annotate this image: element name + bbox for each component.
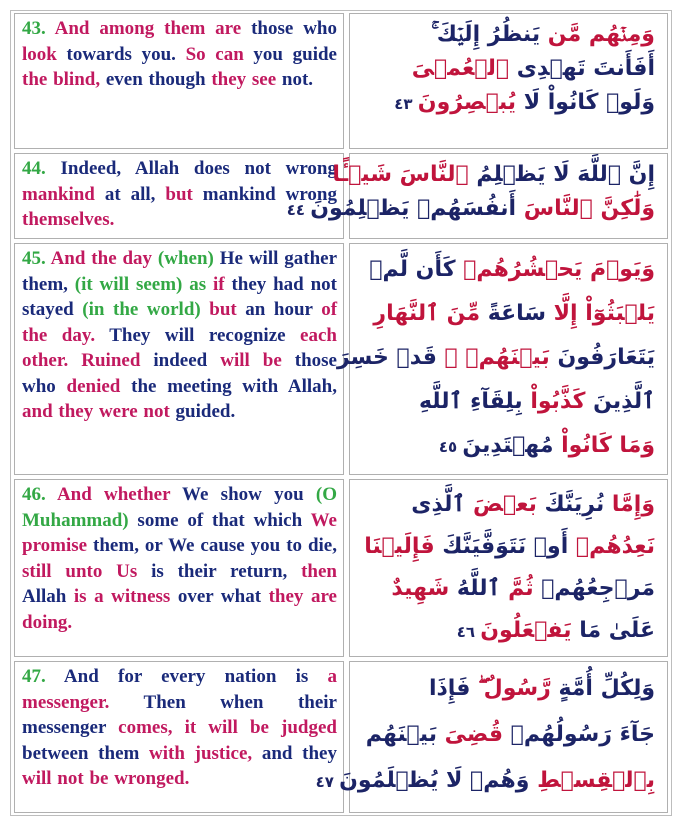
translation-segment: they are doing. xyxy=(22,586,337,633)
arabic-segment: يَفۡعَلُونَ xyxy=(480,618,580,643)
arabic-segment: فَإِلَيۡنَا xyxy=(364,534,443,559)
arabic-segment: وَلَوۡ كَانُواْ لَا xyxy=(523,90,655,115)
translation-segment: mankind wrong xyxy=(192,183,337,205)
translation-segment: will be xyxy=(220,350,282,371)
arabic-segment: ٱللَّهُ xyxy=(456,576,509,601)
translation-table xyxy=(10,10,672,816)
arabic-segment: وَلِكُلِّ أُمَّةٍ xyxy=(558,676,655,701)
translation-segment: still unto Us xyxy=(22,560,138,582)
translation-segment: look xyxy=(22,43,57,65)
arabic-segment: نُرِيَنَّكَ xyxy=(544,492,612,517)
arabic-line xyxy=(362,666,655,712)
arabic-segment: يَلۡبَثُوٓاْ إِلَّا xyxy=(553,301,655,326)
arabic-segment: وَإِمَّا xyxy=(611,492,655,517)
translation-segment: an hour xyxy=(236,299,322,320)
arabic-segment: بِلِقَآءِ ٱللَّهِ xyxy=(418,389,531,414)
arabic-segment: ٱلَّذِى xyxy=(411,492,473,517)
ayah-number-marker: ٤٣ xyxy=(394,95,418,113)
arabic-segment: وَلَٰكِنَّ ٱلنَّاسَ xyxy=(523,196,655,221)
translation-segment: then xyxy=(301,560,337,582)
translation-segment: (when) xyxy=(152,248,214,269)
translation-segment: He will gather them, xyxy=(22,248,338,295)
translation-segment: they had not stayed xyxy=(22,273,337,320)
english-translation xyxy=(14,13,344,149)
arabic-segment: أَوۡ نَتَوَفَّيَنَّكَ xyxy=(442,534,576,559)
arabic-line xyxy=(362,610,655,653)
arabic-segment: فَإِذَا xyxy=(428,676,479,701)
arabic-segment: ٱلَّذِينَ xyxy=(593,389,655,414)
verse-row-43 xyxy=(11,11,671,151)
translation-segment: and they xyxy=(252,742,337,764)
verse-row-46 xyxy=(11,477,671,659)
translation-segment: guided. xyxy=(169,401,236,422)
translation-segment: And whether xyxy=(56,484,171,505)
arabic-text xyxy=(336,243,668,475)
arabic-segment: كَذَّبُواْ xyxy=(530,389,594,414)
translation-segment: will not be wronged. xyxy=(22,768,190,789)
translation-segment: those who xyxy=(22,350,337,397)
arabic-text xyxy=(315,661,668,813)
translation-segment: mankind xyxy=(22,183,95,205)
translation-segment: 44. xyxy=(22,158,61,179)
translation-segment: even though xyxy=(100,69,212,90)
english-translation xyxy=(14,243,344,475)
arabic-segment: بِٱلۡقِسۡطِ xyxy=(537,768,655,793)
arabic-segment: ٱلۡعُمۡىَ xyxy=(411,56,517,81)
arabic-line xyxy=(362,52,655,86)
translation-segment: denied xyxy=(66,375,121,397)
arabic-segment: مِّنَ ٱلنَّهَارِ xyxy=(373,301,488,326)
arabic-segment: قُضِىَ xyxy=(444,722,511,747)
translation-segment: And among them are xyxy=(54,18,242,39)
verse-row-47 xyxy=(11,659,671,815)
arabic-segment: يُبۡصِرُونَ xyxy=(417,90,524,115)
arabic-segment: رَّسُولٌ ۖ xyxy=(478,676,559,701)
arabic-segment: وَمَا كَانُواْ xyxy=(561,433,655,458)
verse-row-45 xyxy=(11,241,671,477)
arabic-segment: بَيۡنَهُمۡ ۚ xyxy=(444,345,558,370)
translation-segment: (it will seem) as xyxy=(74,273,207,295)
translation-segment: indeed xyxy=(140,350,221,371)
arabic-line xyxy=(362,248,655,292)
translation-segment: but xyxy=(165,183,193,205)
ayah-number-marker: ٤٦ xyxy=(456,623,481,641)
translation-segment: you guide xyxy=(243,43,337,65)
arabic-segment: مَرۡجِعُهُمۡ xyxy=(541,576,655,601)
translation-segment: them, or We cause you to die, xyxy=(87,535,337,556)
arabic-line xyxy=(362,18,655,52)
translation-segment: And for every nation is xyxy=(63,666,328,687)
arabic-segment: وَهُمۡ لَا يُظۡلَمُونَ xyxy=(339,768,538,793)
translation-segment: not. xyxy=(276,69,314,90)
arabic-segment: مُهۡتَدِينَ xyxy=(462,433,562,458)
translation-segment: They will recognize xyxy=(95,324,301,346)
translation-segment: (in the world) xyxy=(82,299,201,320)
arabic-line xyxy=(336,336,655,380)
arabic-text xyxy=(349,13,668,149)
arabic-segment: بَيۡنَهُم xyxy=(365,722,445,747)
verse-row-44 xyxy=(11,151,671,241)
arabic-line xyxy=(362,526,655,568)
arabic-line xyxy=(362,86,655,121)
arabic-line xyxy=(362,424,655,469)
translation-segment: We show you xyxy=(170,484,316,505)
arabic-line xyxy=(362,568,655,610)
translation-segment: if xyxy=(206,273,232,295)
arabic-segment: جَآءَ رَسُولُهُمۡ xyxy=(510,722,655,747)
arabic-segment: بَعۡضَ xyxy=(472,492,545,517)
translation-segment: with justice, xyxy=(149,742,253,764)
arabic-segment: ثُمَّ xyxy=(508,576,542,601)
translation-segment: 43. xyxy=(22,18,55,39)
translation-segment: We promise xyxy=(22,509,337,556)
arabic-segment: أَنفُسَهُمۡ يَظۡلِمُونَ xyxy=(310,196,524,221)
english-translation xyxy=(14,479,344,657)
translation-segment: at all, xyxy=(94,183,166,205)
translation-segment: themselves. xyxy=(22,209,115,230)
translation-segment: and they were not xyxy=(22,401,170,422)
arabic-segment: وَيَوۡمَ يَحۡشُرُهُمۡ xyxy=(463,257,655,282)
translation-segment: each other. Ruined xyxy=(22,324,337,371)
arabic-segment: سَاعَةً xyxy=(487,301,554,326)
translation-segment: over what xyxy=(170,586,269,607)
arabic-line xyxy=(315,758,655,805)
translation-segment: is a witness xyxy=(73,586,171,607)
translation-segment: 46. xyxy=(22,484,57,505)
translation-segment: of the day. xyxy=(22,299,338,346)
ayah-number-marker: ٤٥ xyxy=(438,438,463,456)
arabic-segment: نَعِدُهُمۡ xyxy=(575,534,655,559)
ayah-number-marker: ٤٤ xyxy=(286,201,311,219)
translation-segment: And the day xyxy=(50,248,153,269)
arabic-segment: يَنظُرُ إِلَيۡكَ ۚ xyxy=(431,22,548,47)
ayah-number-marker: ٤٧ xyxy=(315,773,340,791)
translation-segment: towards you. xyxy=(56,43,186,65)
arabic-line xyxy=(362,380,655,424)
arabic-line xyxy=(362,292,655,336)
arabic-segment: يَتَعَارَفُونَ xyxy=(557,345,655,370)
translation-segment: but xyxy=(200,299,237,320)
translation-segment: those who xyxy=(241,18,337,39)
english-translation xyxy=(14,661,344,813)
translation-segment: the meeting with Allah, xyxy=(120,375,337,397)
arabic-segment: شَهِيدٌ xyxy=(391,576,457,601)
arabic-segment: إِنَّ ٱللَّهَ لَا يَظۡلِمُ xyxy=(476,162,655,187)
translation-segment: 45. xyxy=(22,248,51,269)
arabic-segment: أَفَأَنتَ تَهۡدِى xyxy=(516,56,655,81)
translation-segment: (O Muhammad) xyxy=(22,484,337,531)
arabic-text xyxy=(349,479,668,657)
translation-segment: a messenger. xyxy=(22,666,337,713)
translation-segment: So can xyxy=(185,43,244,65)
arabic-segment: ٱلنَّاسَ شَيۡـًٔا xyxy=(332,162,477,187)
translation-segment: they see xyxy=(211,69,277,90)
translation-segment: is their return, xyxy=(137,560,302,582)
translation-segment: between them xyxy=(22,742,150,764)
translation-segment: Indeed, Allah does not wrong xyxy=(60,158,337,179)
translation-segment: Then when their messenger xyxy=(22,691,337,738)
arabic-segment: وَمِنۡهُم مَّن xyxy=(547,22,655,47)
arabic-text xyxy=(286,153,668,239)
translation-segment: the blind, xyxy=(22,69,101,90)
arabic-segment: كَأَن لَّمۡ xyxy=(369,257,464,282)
translation-segment: Allah xyxy=(22,586,74,607)
translation-segment: 47. xyxy=(22,666,64,687)
arabic-segment: قَدۡ خَسِرَ xyxy=(336,345,445,370)
arabic-line xyxy=(286,192,655,227)
arabic-segment: عَلَىٰ مَا xyxy=(579,618,655,643)
translation-segment: comes, it will be judged xyxy=(118,717,337,738)
arabic-line xyxy=(332,158,655,192)
translation-segment: some of that which xyxy=(128,509,311,531)
arabic-line xyxy=(362,712,655,758)
arabic-line xyxy=(362,484,655,526)
